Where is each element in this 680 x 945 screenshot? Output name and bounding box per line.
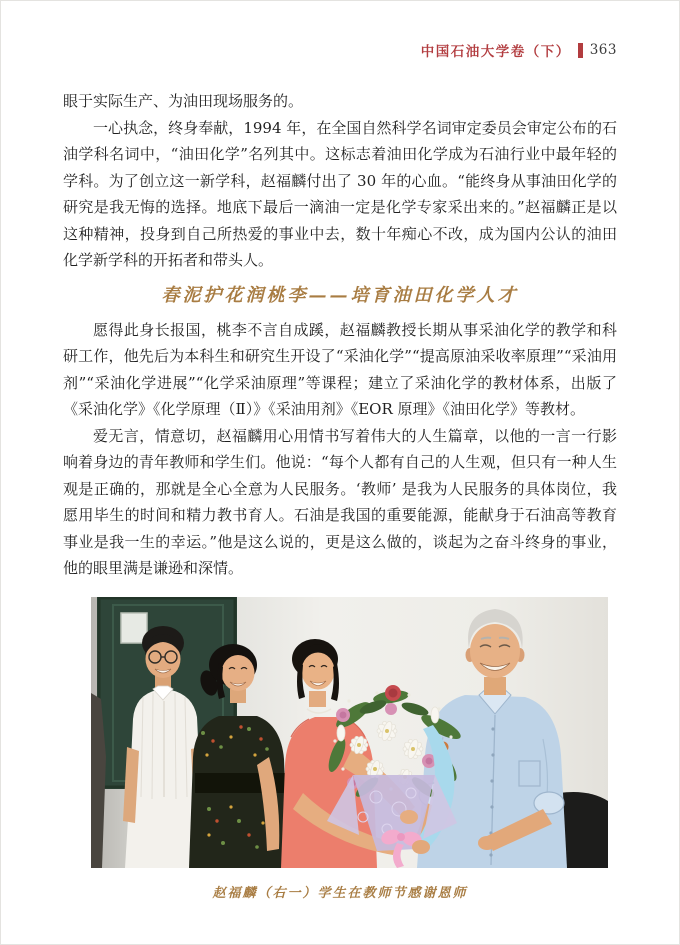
group-photo [91, 597, 608, 868]
running-head-title: 中国石油大学卷（下） [420, 44, 571, 60]
paragraph: 爱无言，情意切，赵福麟用心用情书写着伟大的人生篇章，以他的一言一行影响着身边的青年教师和学生们。他说：“每个人都有自己的人生观，但只有一种人生观是正确的，那就是全心全意为人民服务。‘教师’ 是我为人民服务的具体岗位，我愿用毕生的时间和精力教书育人。石油是我国的重要能源，能献身于石油高等教育事业是我一生的幸运。”他是这么说的，更是这么做的，谈起为之奋斗终身的事业，他的眼里满是谦逊和深情。 [63, 426, 617, 577]
header-accent-bar [578, 43, 583, 58]
paragraph-continuation: 眼于实际生产、为油田现场服务的。 [63, 92, 304, 110]
running-header [421, 40, 617, 60]
section-heading: 春泥护花润桃李——培育油田化学人才 [161, 284, 519, 306]
page-number: 363 [589, 42, 617, 58]
photo-illustration [91, 597, 608, 868]
photo-figure [63, 597, 617, 908]
paragraph: 愿得此身长报国，桃李不言自成蹊，赵福麟教授长期从事采油化学的教学和科研工作，他先后为本科生和研究生开设了“采油化学”“提高原油采收率原理”“采油用剂”“采油化学进展”“化学采油原理”等课程；建立了采油化学的教材体系，出版了《采油化学》《化学原理（Ⅱ）》《采油用剂》《EOR 原理》《油田化学》等教材。 [63, 320, 617, 418]
paragraph: 一心执念，终身奉献，1994 年，在全国自然科学名词审定委员会审定公布的石油学科名词中，“油田化学”名列其中。这标志着油田化学成为石油行业中最年轻的学科。为了创立这一新学科，赵福麟付出了 30 年的心血。“能终身从事油田化学的研究是我无悔的选择。地底下最后一滴油一定是化学专家采出来的。”赵福麟正是以这种精神，投身到自己所热爱的事业中去，数十年痴心不改，成为国内公认的油田化学新学科的开拓者和带头人。 [63, 118, 617, 269]
article-body [63, 88, 617, 907]
photo-caption: 赵福麟（右一）学生在教师节感谢恩师 [212, 885, 468, 901]
